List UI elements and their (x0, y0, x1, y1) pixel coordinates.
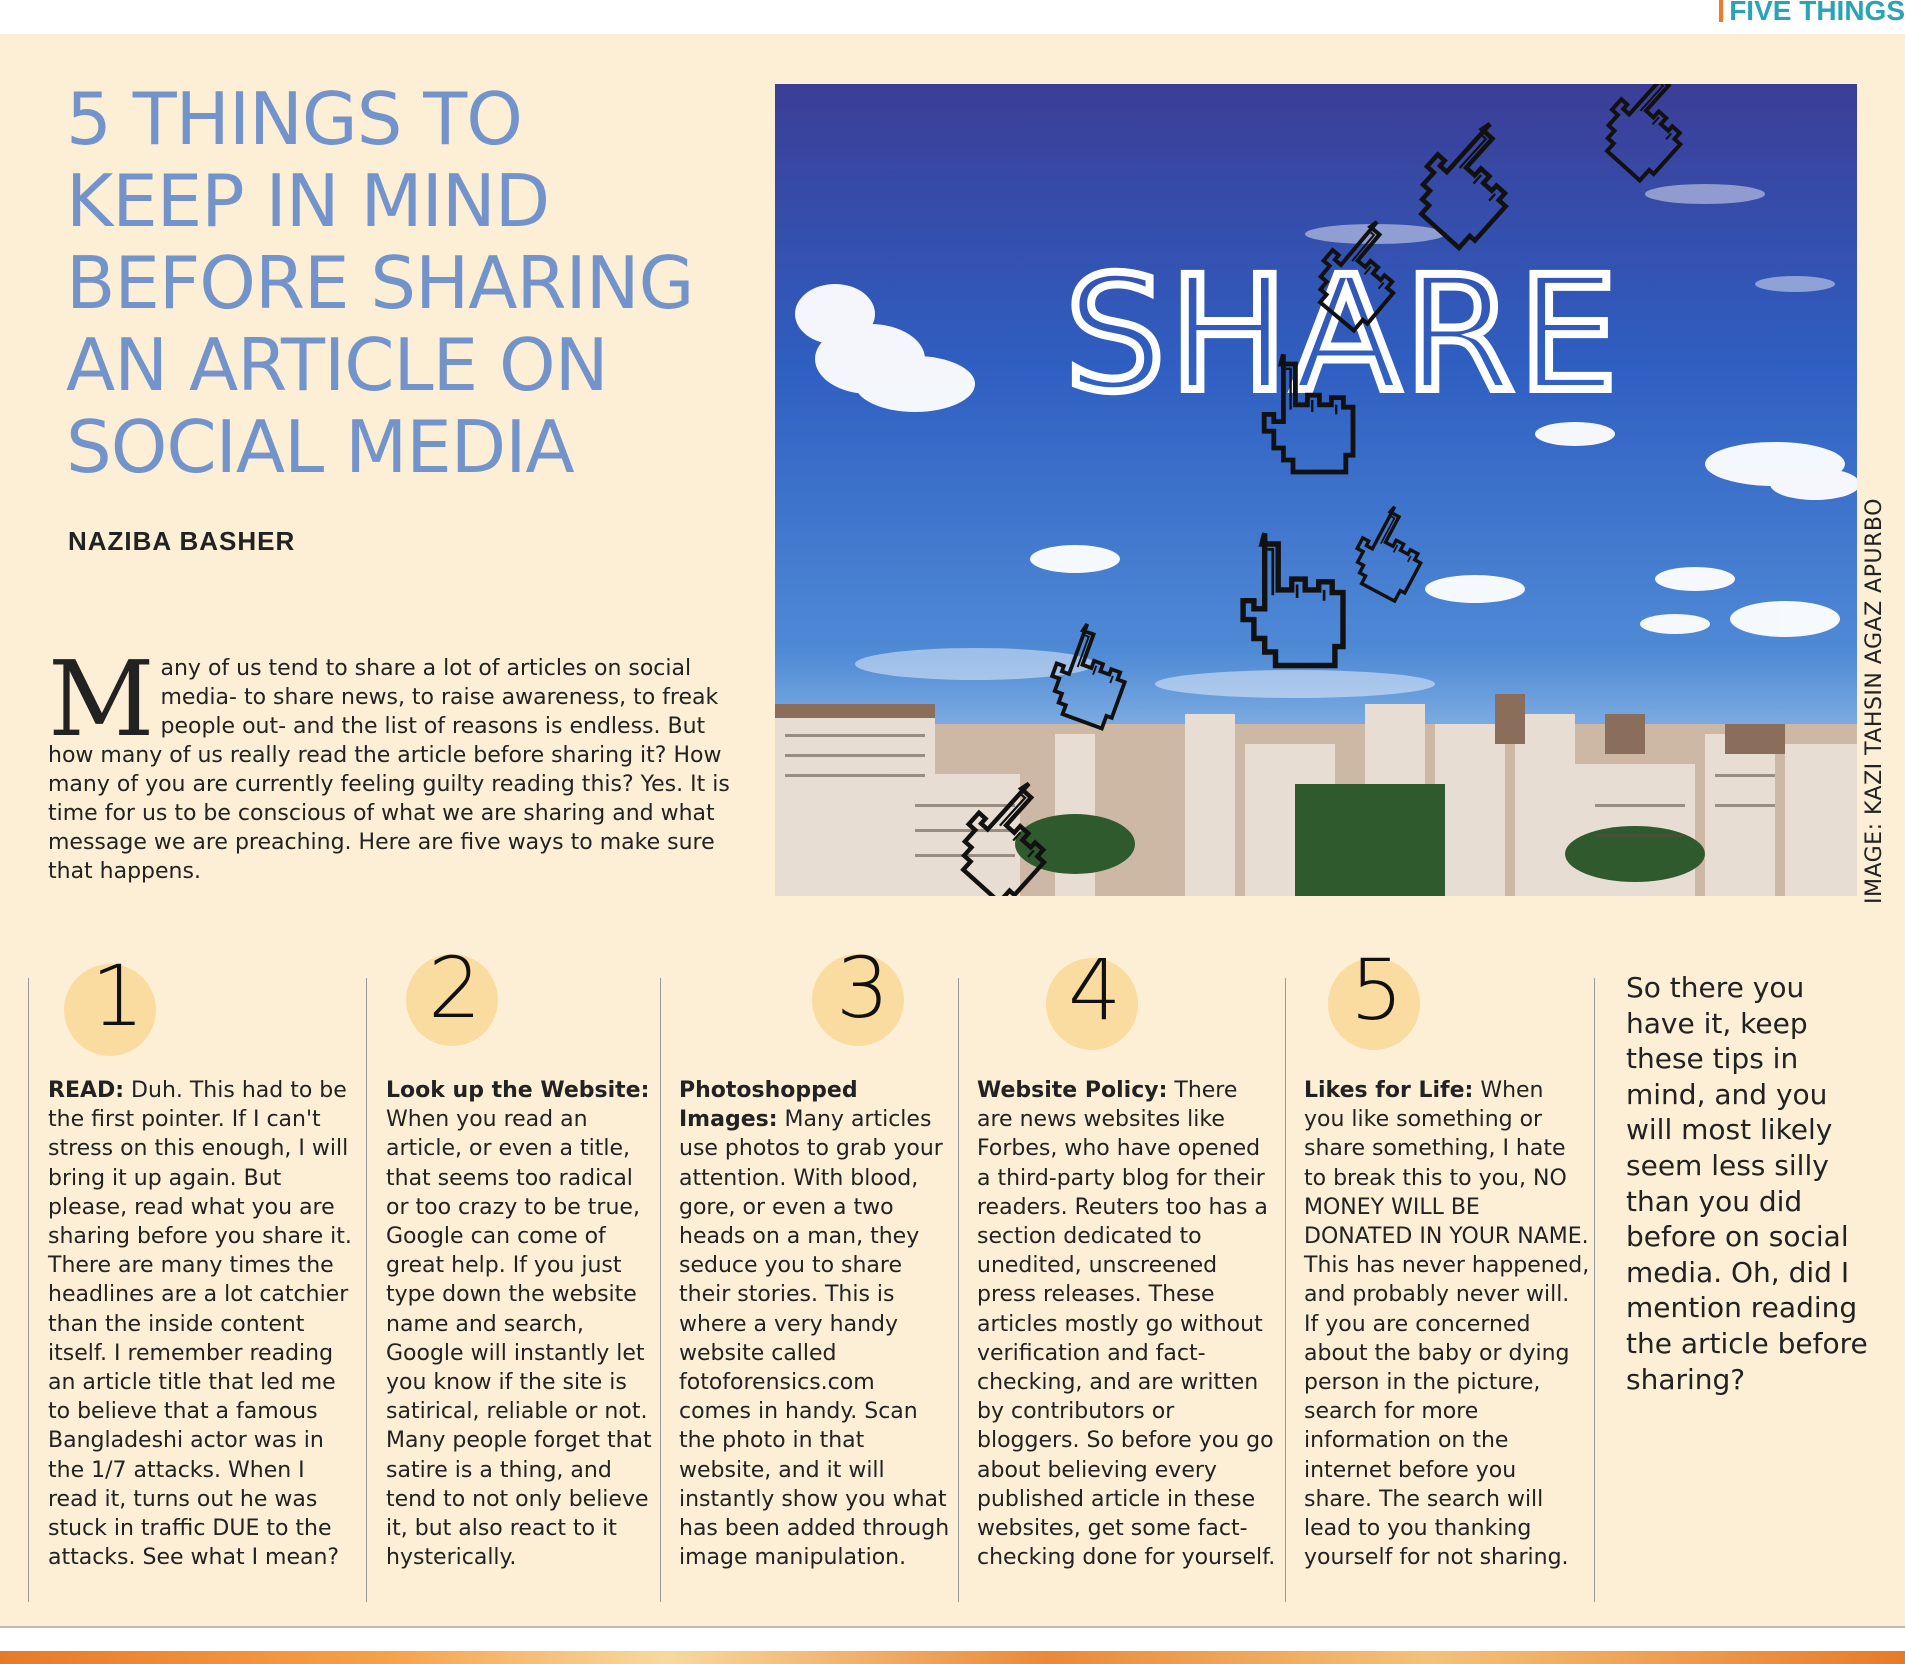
headline-line: BEFORE SHARING (66, 241, 694, 325)
article-page (0, 34, 1905, 1626)
hero-image (775, 84, 1857, 896)
column-divider (28, 978, 29, 1602)
intro-paragraph (48, 638, 738, 886)
share-overlay-text: SHARE (1065, 243, 1622, 427)
tip-column (48, 1076, 360, 1572)
column-divider (1285, 978, 1286, 1602)
share-illustration (775, 84, 1857, 896)
section-tag-label: FIVE THINGS (1729, 0, 1905, 22)
tip-body: Duh. This had to be the first pointer. If I can't stress on this enough, I will bring it up again. But please, read what you are sharing before you share it. There are many times the headlines are a lot catchier than the inside content itself. I remember reading an article title that led me to believe that a famous Bangladeshi actor was in the 1/7 attacks. When I read it, turns out he was stuck in traffic DUE to the attacks. See what I mean? (48, 1078, 352, 1571)
tip-body: There are news websites like Forbes, who have opened a third-party blog for their readers. Reuters too has a section dedicated to unedited, unscreened press releases. These articles mostly go without verification and fact-checking, and are written by contributors or bloggers. So before you go about believing every published article in these websites, get some fact-checking done for yourself. (977, 1078, 1276, 1571)
author-byline: NAZIBA BASHER (68, 526, 296, 556)
column-divider (1594, 978, 1595, 1602)
tip-title: READ: (48, 1078, 125, 1103)
article-headline (66, 78, 756, 488)
headline-line: KEEP IN MIND (66, 159, 550, 243)
tip-number: 2 (428, 939, 482, 1037)
tip-column (1304, 1076, 1590, 1572)
section-tag-bar (1719, 0, 1723, 22)
image-credit-text: IMAGE: KAZI TAHSIN AGAZ APURBO (1862, 498, 1887, 904)
headline-line: SOCIAL MEDIA (66, 405, 574, 489)
tip-body: Many articles use photos to grab your attention. With blood, gore, or even a two heads on a man, they seduce you to share their stories. This is where a very handy website called fotoforensics.com comes in handy. Scan the photo in that website, and it will instantly show you what has been added through image manipulation. (679, 1107, 950, 1571)
tip-title: Website Policy: (977, 1078, 1168, 1103)
tip-body: When you read an article, or even a title, that seems too radical or too crazy to be true, Google can come of great help. If you just type down the website name and search, Google will instantly let you know if the site is satirical, reliable or not. Many people forget that satire is a thing, and tend to not only believe it, but also react to it hysterically. (386, 1107, 652, 1571)
drop-cap: M (48, 638, 155, 760)
tip-title: Likes for Life: (1304, 1078, 1474, 1103)
section-tag (1719, 0, 1905, 22)
tip-column (679, 1076, 951, 1572)
outro-paragraph: So there you have it, keep these tips in mind, and you will most likely seem less silly than you did before on social media. Oh, did I mention reading the article before sharing? (1626, 971, 1868, 1396)
tip-number: 1 (91, 947, 145, 1045)
tip-title: Look up the Website: (386, 1078, 650, 1103)
headline-line: AN ARTICLE ON (66, 323, 608, 407)
tip-title: Photoshopped Images: (679, 1078, 858, 1133)
tip-number: 3 (836, 939, 890, 1037)
tip-column (977, 1076, 1279, 1572)
tip-number: 5 (1350, 941, 1404, 1039)
column-divider (660, 978, 661, 1602)
tip-column (386, 1076, 652, 1572)
intro-text: any of us tend to share a lot of articles on social media- to share news, to raise awareness, to freak people out- and the list of reasons is endless. But how many of us really read the article before sharing it? How many of you are currently feeling guilty reading this? Yes. It is time for us to be conscious of what we are sharing and what message we are preaching. Here are five ways to make sure that happens. (48, 656, 730, 884)
tip-body: When you like something or share something, I hate to break this to you, NO MONEY WILL BE DONATED IN YOUR NAME. This has never happened, and probably never will. If you are concerned about the baby or dying person in the picture, search for more information on the internet before you share. The search will lead to you thanking yourself for not sharing. (1304, 1078, 1590, 1571)
column-divider (958, 978, 959, 1602)
headline-line: 5 THINGS TO (66, 77, 522, 161)
tip-number: 4 (1068, 941, 1122, 1039)
image-credit (1858, 498, 1888, 904)
next-page-image-strip (0, 1651, 1905, 1664)
page-bottom-rule (0, 1626, 1905, 1628)
column-divider (366, 978, 367, 1602)
